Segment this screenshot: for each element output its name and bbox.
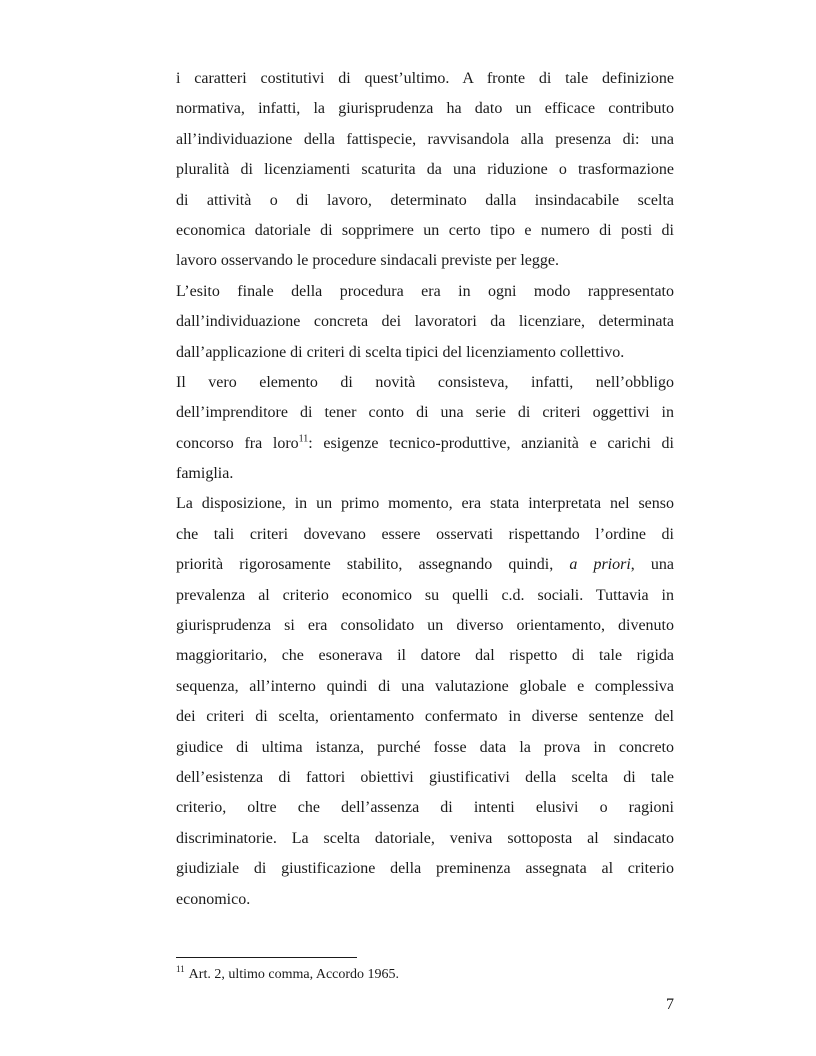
text-line: giudice di ultima istanza, purché fosse data la prova in concreto xyxy=(176,738,674,756)
text-line: i caratteri costitutivi di quest’ultimo. A fronte di tale definizione xyxy=(176,70,674,87)
text-line: discriminatorie. La scelta datoriale, veniva sottoposta al sindacato xyxy=(176,829,674,847)
text-line: di attività o di lavoro, determinato dalla insindacabile scelta xyxy=(176,191,674,209)
text-line: sequenza, all’interno quindi di una valutazione globale e complessiva xyxy=(176,677,674,695)
body-text xyxy=(176,64,674,915)
text-line-with-footnote-ref xyxy=(176,429,674,459)
footnote xyxy=(176,966,674,984)
text-line-with-italic xyxy=(176,550,674,580)
text-line: Il vero elemento di novità consisteva, infatti, nell’obbligo xyxy=(176,373,674,391)
text-line: La disposizione, in un primo momento, era stata interpretata nel senso xyxy=(176,495,674,513)
italic-phrase: a priori xyxy=(569,556,631,574)
text-segment: : esigenze tecnico-produttive, anzianità e carichi di xyxy=(308,434,674,452)
footnote-number: 11 xyxy=(176,964,185,975)
footnote-text: Art. 2, ultimo comma, Accordo 1965. xyxy=(188,967,400,982)
text-segment: concorso fra loro xyxy=(176,434,299,452)
text-line: L’esito finale della procedura era in ogni modo rappresentato xyxy=(176,282,674,300)
text-line: dall’individuazione concreta dei lavoratori da licenziare, determinata xyxy=(176,313,674,331)
text-line: lavoro osservando le procedure sindacali previste per legge. xyxy=(176,252,559,270)
text-line: maggioritario, che esonerava il datore dal rispetto di tale rigida xyxy=(176,647,674,665)
text-line: pluralità di licenziamenti scaturita da una riduzione o trasformazione xyxy=(176,161,674,179)
text-line: giudiziale di giustificazione della preminenza assegnata al criterio xyxy=(176,860,674,878)
text-line: dell’esistenza di fattori obiettivi giustificativi della scelta di tale xyxy=(176,768,674,786)
text-segment: priorità rigorosamente stabilito, assegnando quindi, xyxy=(176,556,570,574)
text-line: dell’imprenditore di tener conto di una serie di criteri oggettivi in xyxy=(176,404,674,422)
text-line: famiglia. xyxy=(176,465,234,483)
text-line: normativa, infatti, la giurisprudenza ha dato un efficace contributo xyxy=(176,100,674,118)
text-line: criterio, oltre che dell’assenza di intenti elusivi o ragioni xyxy=(176,799,674,817)
text-segment: , una xyxy=(630,556,674,574)
text-line: giurisprudenza si era consolidato un diverso orientamento, divenuto xyxy=(176,617,674,635)
footnote-reference: 11 xyxy=(298,433,309,445)
footnote-separator xyxy=(176,957,357,958)
text-line: economico. xyxy=(176,890,251,908)
text-line: economica datoriale di sopprimere un certo tipo e numero di posti di xyxy=(176,221,674,239)
text-line: che tali criteri dovevano essere osservati rispettando l’ordine di xyxy=(176,525,674,543)
page-number: 7 xyxy=(666,996,674,1013)
text-line: all’individuazione della fattispecie, ravvisandola alla presenza di: una xyxy=(176,130,674,148)
text-line: prevalenza al criterio economico su quelli c.d. sociali. Tuttavia in xyxy=(176,586,674,604)
text-line: dei criteri di scelta, orientamento confermato in diverse sentenze del xyxy=(176,708,674,726)
text-line: dall’applicazione di criteri di scelta tipici del licenziamento collettivo. xyxy=(176,343,625,361)
